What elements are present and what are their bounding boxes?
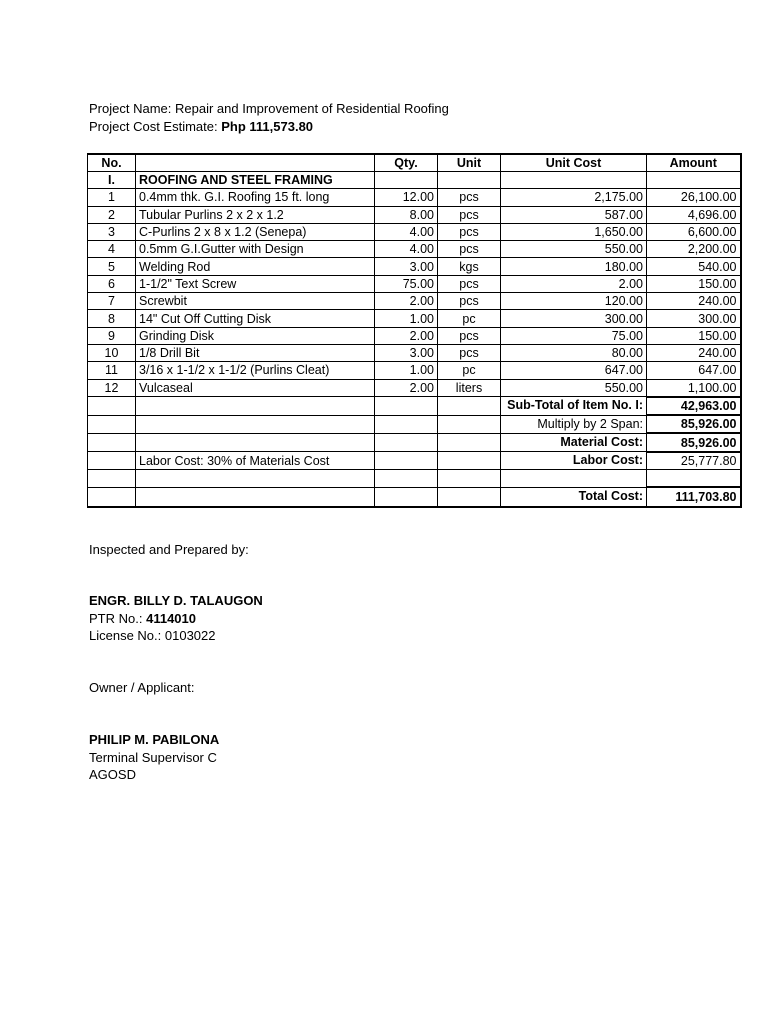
empty-cell xyxy=(136,415,375,433)
owner-name xyxy=(89,731,219,749)
row-unit-cost: 2,175.00 xyxy=(501,189,647,206)
row-description: 0.5mm G.I.Gutter with Design xyxy=(136,241,375,258)
empty-cell xyxy=(375,415,438,433)
material-cost-row-label-text: Material Cost: xyxy=(560,434,643,449)
row-amount: 6,600.00 xyxy=(647,223,741,240)
table-header-row xyxy=(88,154,741,172)
empty-cell xyxy=(136,470,375,488)
row-no: 12 xyxy=(88,379,136,397)
subtotal-row-label xyxy=(501,397,647,415)
row-unit-cost: 2.00 xyxy=(501,275,647,292)
row-no: 8 xyxy=(88,310,136,327)
header-qty: Qty. xyxy=(375,154,438,172)
project-estimate-label: Project Cost Estimate: xyxy=(89,119,218,134)
row-qty: 2.00 xyxy=(375,293,438,310)
empty-cell xyxy=(375,172,438,189)
empty-cell xyxy=(88,415,136,433)
empty-cell xyxy=(375,397,438,415)
subtotal-row xyxy=(88,397,741,415)
empty-cell xyxy=(438,433,501,451)
engineer-name-text: ENGR. BILLY D. TALAUGON xyxy=(89,593,263,608)
row-qty: 75.00 xyxy=(375,275,438,292)
row-unit-cost: 587.00 xyxy=(501,206,647,223)
empty-cell xyxy=(88,433,136,451)
table-row xyxy=(88,310,741,327)
row-no: 11 xyxy=(88,362,136,379)
table-row xyxy=(88,344,741,361)
row-no: 9 xyxy=(88,327,136,344)
material-cost-row-value: 85,926.00 xyxy=(647,433,741,451)
row-no: 7 xyxy=(88,293,136,310)
row-description: 1/8 Drill Bit xyxy=(136,344,375,361)
row-qty: 4.00 xyxy=(375,223,438,240)
ptr-line xyxy=(89,610,196,628)
header-no: No. xyxy=(88,154,136,172)
project-estimate-line xyxy=(89,118,313,136)
row-qty: 2.00 xyxy=(375,379,438,397)
row-unit: pc xyxy=(438,310,501,327)
row-description: Grinding Disk xyxy=(136,327,375,344)
total-cost-row-value: 111,703.80 xyxy=(647,487,741,507)
row-unit: pcs xyxy=(438,293,501,310)
subtotal-row-label-text: Sub-Total of Item No. I: xyxy=(507,398,643,413)
row-unit: pc xyxy=(438,362,501,379)
empty-cell xyxy=(88,487,136,507)
row-description: Vulcaseal xyxy=(136,379,375,397)
row-no: 4 xyxy=(88,241,136,258)
row-unit-cost: 647.00 xyxy=(501,362,647,379)
header-amount: Amount xyxy=(647,154,741,172)
labor-cost-row-label-text: Labor Cost: xyxy=(572,453,643,468)
row-description: Welding Rod xyxy=(136,258,375,275)
project-name-line xyxy=(89,100,449,118)
cost-estimate-table xyxy=(87,153,742,508)
row-unit-cost: 300.00 xyxy=(501,310,647,327)
row-unit-cost: 75.00 xyxy=(501,327,647,344)
section-title: ROOFING AND STEEL FRAMING xyxy=(136,172,375,189)
row-unit: kgs xyxy=(438,258,501,275)
empty-cell xyxy=(88,452,136,470)
table-row xyxy=(88,241,741,258)
blank-row xyxy=(88,470,741,488)
row-no: 5 xyxy=(88,258,136,275)
row-amount: 4,696.00 xyxy=(647,206,741,223)
empty-cell xyxy=(647,172,741,189)
row-qty: 1.00 xyxy=(375,362,438,379)
empty-cell xyxy=(501,470,647,488)
row-description: Tubular Purlins 2 x 2 x 1.2 xyxy=(136,206,375,223)
multiply-row-value: 85,926.00 xyxy=(647,415,741,433)
row-unit: pcs xyxy=(438,189,501,206)
empty-cell xyxy=(438,415,501,433)
labor-cost-row-value: 25,777.80 xyxy=(647,452,741,470)
table-row xyxy=(88,327,741,344)
row-no: 1 xyxy=(88,189,136,206)
empty-cell xyxy=(438,397,501,415)
material-cost-row xyxy=(88,433,741,451)
multiply-row-label xyxy=(501,415,647,433)
owner-title: Terminal Supervisor C xyxy=(89,750,217,765)
row-description: 0.4mm thk. G.I. Roofing 15 ft. long xyxy=(136,189,375,206)
table-row xyxy=(88,189,741,206)
row-qty: 1.00 xyxy=(375,310,438,327)
row-unit: pcs xyxy=(438,223,501,240)
table-row xyxy=(88,379,741,397)
row-unit-cost: 1,650.00 xyxy=(501,223,647,240)
empty-cell xyxy=(136,397,375,415)
row-qty: 4.00 xyxy=(375,241,438,258)
empty-cell xyxy=(438,487,501,507)
row-no: 3 xyxy=(88,223,136,240)
row-unit-cost: 550.00 xyxy=(501,241,647,258)
row-amount: 240.00 xyxy=(647,293,741,310)
table-row xyxy=(88,293,741,310)
header-description xyxy=(136,154,375,172)
empty-cell xyxy=(136,433,375,451)
row-unit-cost: 550.00 xyxy=(501,379,647,397)
row-no: 2 xyxy=(88,206,136,223)
row-qty: 2.00 xyxy=(375,327,438,344)
row-no: 6 xyxy=(88,275,136,292)
row-amount: 2,200.00 xyxy=(647,241,741,258)
empty-cell xyxy=(88,397,136,415)
table-row xyxy=(88,362,741,379)
row-amount: 26,100.00 xyxy=(647,189,741,206)
empty-cell xyxy=(88,470,136,488)
row-unit: pcs xyxy=(438,241,501,258)
labor-cost-row-label xyxy=(501,452,647,470)
prepared-by-label: Inspected and Prepared by: xyxy=(89,542,249,557)
license-line: License No.: 0103022 xyxy=(89,628,216,643)
section-row xyxy=(88,172,741,189)
labor-cost-row xyxy=(88,452,741,470)
empty-cell xyxy=(136,487,375,507)
row-unit-cost: 80.00 xyxy=(501,344,647,361)
row-no: 10 xyxy=(88,344,136,361)
row-amount: 540.00 xyxy=(647,258,741,275)
row-unit: pcs xyxy=(438,206,501,223)
table-row xyxy=(88,223,741,240)
row-amount: 150.00 xyxy=(647,327,741,344)
project-estimate-value: Php 111,573.80 xyxy=(221,119,314,134)
row-amount: 240.00 xyxy=(647,344,741,361)
row-unit-cost: 120.00 xyxy=(501,293,647,310)
row-unit: pcs xyxy=(438,327,501,344)
multiply-row xyxy=(88,415,741,433)
empty-cell xyxy=(647,470,741,488)
row-qty: 8.00 xyxy=(375,206,438,223)
owner-org: AGOSD xyxy=(89,767,136,782)
material-cost-row-label xyxy=(501,433,647,451)
empty-cell xyxy=(438,172,501,189)
empty-cell xyxy=(375,433,438,451)
row-qty: 12.00 xyxy=(375,189,438,206)
total-cost-row-label xyxy=(501,487,647,507)
row-qty: 3.00 xyxy=(375,258,438,275)
engineer-name xyxy=(89,592,263,610)
project-name-value: Repair and Improvement of Residential Roofing xyxy=(175,101,449,116)
row-description: 14" Cut Off Cutting Disk xyxy=(136,310,375,327)
total-cost-row-label-text: Total Cost: xyxy=(578,488,643,503)
owner-label: Owner / Applicant: xyxy=(89,680,195,695)
header-unit: Unit xyxy=(438,154,501,172)
table-row xyxy=(88,258,741,275)
row-amount: 1,100.00 xyxy=(647,379,741,397)
row-description: 1-1/2" Text Screw xyxy=(136,275,375,292)
row-description: Screwbit xyxy=(136,293,375,310)
row-unit: pcs xyxy=(438,275,501,292)
empty-cell xyxy=(438,470,501,488)
row-amount: 647.00 xyxy=(647,362,741,379)
multiply-row-label-text: Multiply by 2 Span: xyxy=(537,416,643,431)
empty-cell xyxy=(375,452,438,470)
table-row xyxy=(88,206,741,223)
ptr-label: PTR No.: xyxy=(89,611,143,626)
row-unit: liters xyxy=(438,379,501,397)
empty-cell xyxy=(438,452,501,470)
row-unit-cost: 180.00 xyxy=(501,258,647,275)
total-cost-row xyxy=(88,487,741,507)
row-description: 3/16 x 1-1/2 x 1-1/2 (Purlins Cleat) xyxy=(136,362,375,379)
subtotal-row-value: 42,963.00 xyxy=(647,397,741,415)
row-amount: 150.00 xyxy=(647,275,741,292)
empty-cell xyxy=(375,487,438,507)
project-name-label: Project Name: xyxy=(89,101,172,116)
header-unit-cost: Unit Cost xyxy=(501,154,647,172)
row-amount: 300.00 xyxy=(647,310,741,327)
owner-name-text: PHILIP M. PABILONA xyxy=(89,732,220,747)
table-row xyxy=(88,275,741,292)
labor-description: Labor Cost: 30% of Materials Cost xyxy=(136,452,375,470)
ptr-value: 4114010 xyxy=(146,611,196,626)
empty-cell xyxy=(501,172,647,189)
row-qty: 3.00 xyxy=(375,344,438,361)
row-unit: pcs xyxy=(438,344,501,361)
section-no: I. xyxy=(88,172,136,189)
row-description: C-Purlins 2 x 8 x 1.2 (Senepa) xyxy=(136,223,375,240)
empty-cell xyxy=(375,470,438,488)
